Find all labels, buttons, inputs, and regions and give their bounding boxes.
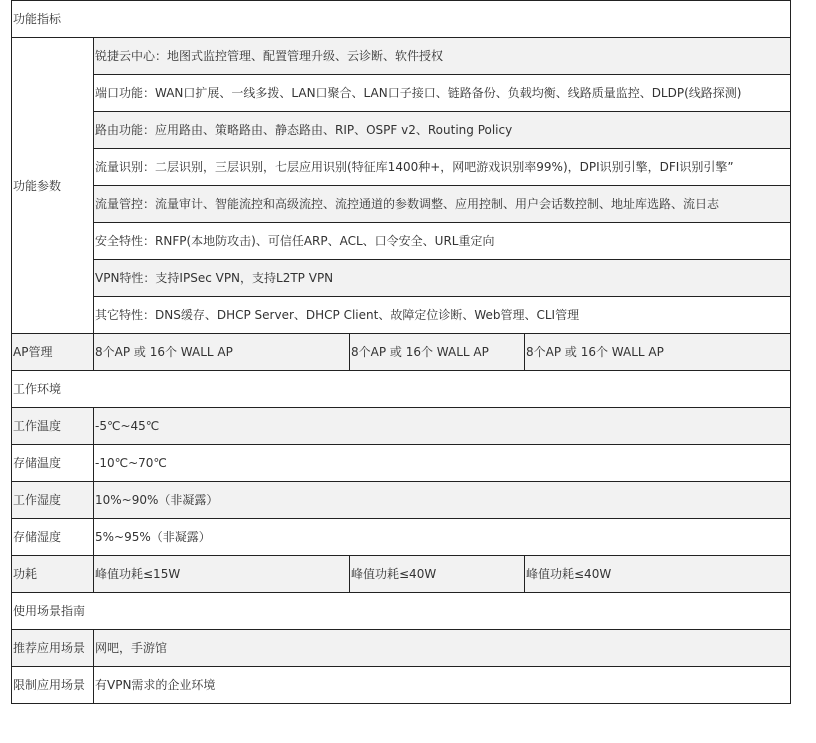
section-heading: 工作环境	[12, 371, 791, 408]
power-value: 峰值功耗≤40W	[525, 556, 791, 593]
table-row	[12, 149, 791, 186]
spec-table	[11, 0, 791, 704]
function-param-item: 流量识别：二层识别，三层识别，七层应用识别(特征库1400种+，网吧游戏识别率99%)，DPI识别引擎，DFI识别引擎”	[94, 149, 791, 186]
row-value: 5%~95%（非凝露）	[94, 519, 791, 556]
function-params-label: 功能参数	[12, 38, 94, 334]
function-param-item: 路由功能：应用路由、策略路由、静态路由、RIP、OSPF v2、Routing Policy	[94, 112, 791, 149]
table-row	[12, 186, 791, 223]
function-param-item: 端口功能：WAN口扩展、一线多拨、LAN口聚合、LAN口子接口、链路备份、负载均衡、线路质量监控、DLDP(线路探测)	[94, 75, 791, 112]
function-param-item: VPN特性：支持IPSec VPN，支持L2TP VPN	[94, 260, 791, 297]
power-value: 峰值功耗≤15W	[94, 556, 350, 593]
table-row	[12, 667, 791, 704]
table-row-power	[12, 556, 791, 593]
row-label: 存储湿度	[12, 519, 94, 556]
row-label: 工作湿度	[12, 482, 94, 519]
row-label: 推荐应用场景	[12, 630, 94, 667]
table-row	[12, 445, 791, 482]
table-row	[12, 223, 791, 260]
row-value: 10%~90%（非凝露）	[94, 482, 791, 519]
table-row	[12, 112, 791, 149]
table-row	[12, 260, 791, 297]
table-row	[12, 630, 791, 667]
ap-value: 8个AP 或 16个 WALL AP	[525, 334, 791, 371]
row-value: -5℃~45℃	[94, 408, 791, 445]
section-heading: 使用场景指南	[12, 593, 791, 630]
section-heading: 功能指标	[12, 1, 791, 38]
row-label: AP管理	[12, 334, 94, 371]
table-row	[12, 75, 791, 112]
row-value: 网吧，手游馆	[94, 630, 791, 667]
table-row	[12, 482, 791, 519]
section-row-function-indicators	[12, 1, 791, 38]
table-row	[12, 297, 791, 334]
row-label: 限制应用场景	[12, 667, 94, 704]
table-row	[12, 408, 791, 445]
section-row-work-environment	[12, 371, 791, 408]
power-value: 峰值功耗≤40W	[350, 556, 525, 593]
row-value: 有VPN需求的企业环境	[94, 667, 791, 704]
function-param-item: 其它特性：DNS缓存、DHCP Server、DHCP Client、故障定位诊断、Web管理、CLI管理	[94, 297, 791, 334]
section-row-usage-guide	[12, 593, 791, 630]
function-param-item: 流量管控：流量审计、智能流控和高级流控、流控通道的参数调整、应用控制、用户会话数控制、地址库选路、流日志	[94, 186, 791, 223]
row-value: -10℃~70℃	[94, 445, 791, 482]
ap-value: 8个AP 或 16个 WALL AP	[94, 334, 350, 371]
row-label: 功耗	[12, 556, 94, 593]
row-label: 存储温度	[12, 445, 94, 482]
table-row	[12, 519, 791, 556]
ap-value: 8个AP 或 16个 WALL AP	[350, 334, 525, 371]
table-row	[12, 38, 791, 75]
table-row-ap-management	[12, 334, 791, 371]
function-param-item: 安全特性：RNFP(本地防攻击)、可信任ARP、ACL、口令安全、URL重定向	[94, 223, 791, 260]
row-label: 工作温度	[12, 408, 94, 445]
function-param-item: 锐捷云中心：地图式监控管理、配置管理升级、云诊断、软件授权	[94, 38, 791, 75]
